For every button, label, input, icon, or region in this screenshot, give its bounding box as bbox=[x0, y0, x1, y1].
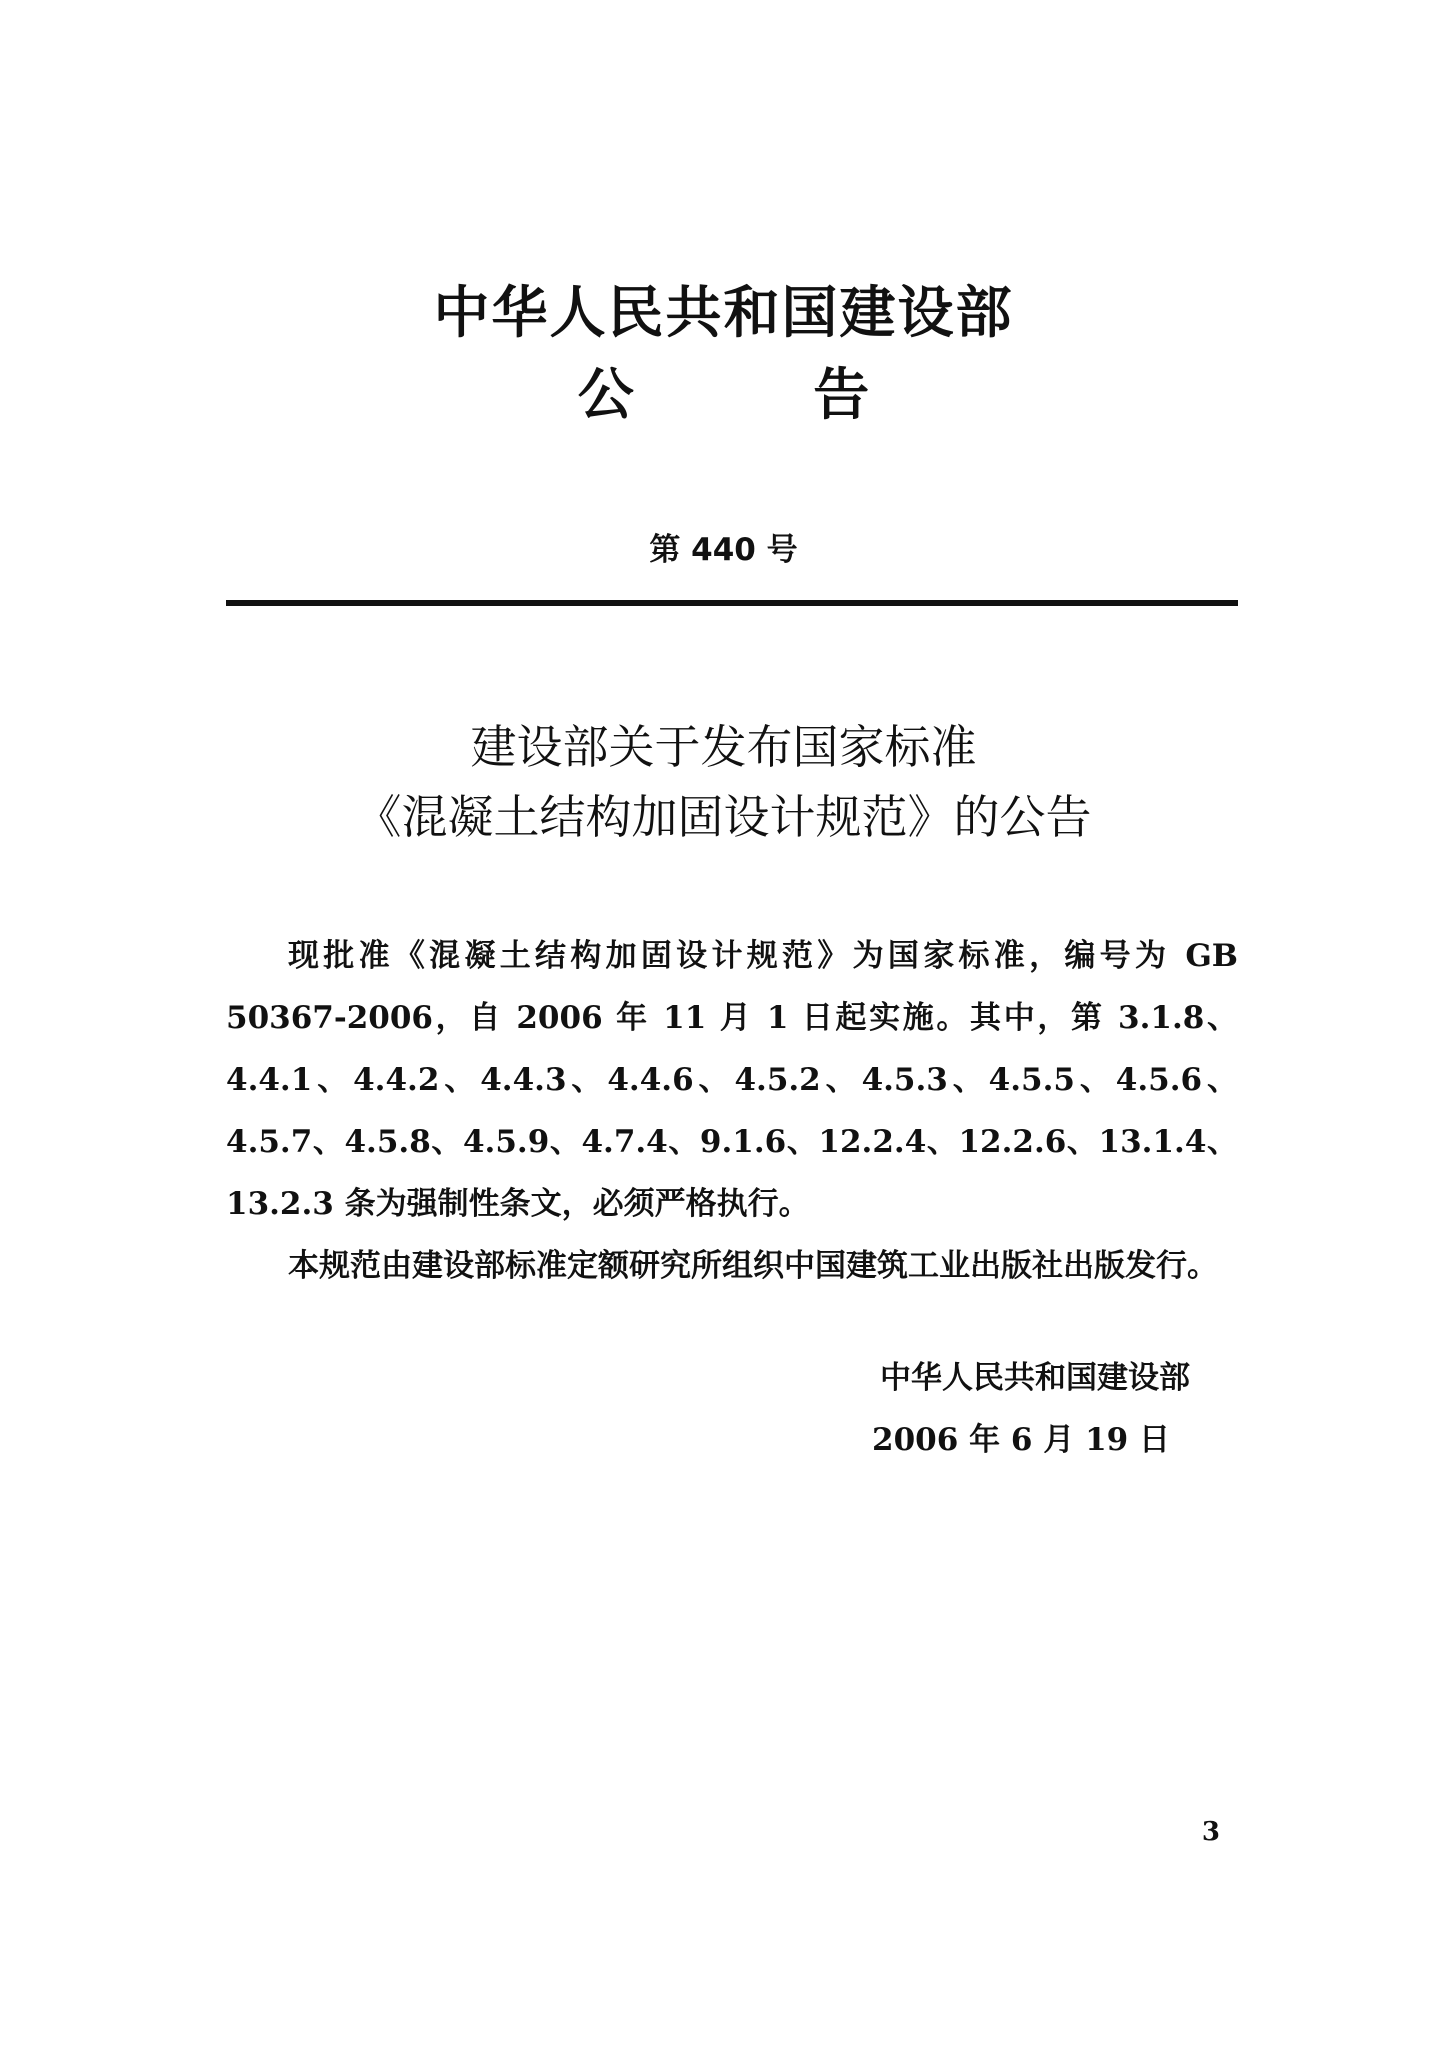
document-type-heading: 公 告 bbox=[577, 363, 870, 428]
body-paragraph-2: 本规范由建设部标准定额研究所组织中国建筑工业出版社出版发行。 bbox=[288, 1248, 1218, 1284]
notice-title bbox=[0, 712, 1447, 852]
document-number: 第 440 号 bbox=[649, 532, 798, 568]
signature-organization: 中华人民共和国建设部 bbox=[880, 1360, 1190, 1396]
issuer-heading: 中华人民共和国建设部 bbox=[433, 281, 1014, 346]
body-paragraph-1: 现批准《混凝土结构加固设计规范》为国家标准，编号为 GB 50367-2006，自 2006 年 11 月 1 日起实施。其中，第 3.1.8、4.4.1、4.4.2、4.4.3、4.4.6、4.5.2、4.5.3、4.5.5、4.5.6、4.5.7、4.5.8、4.5.9、4.7.4、9.1.6、12.2.4、12.2.6、13.1.4、13.2.3 条为强制性条文，必须严格执行。 bbox=[226, 938, 1238, 1222]
page-number: 3 bbox=[1201, 1817, 1220, 1847]
notice-title-line-2: 《混凝土结构加固设计规范》的公告 bbox=[355, 790, 1092, 844]
signature-date: 2006 年 6 月 19 日 bbox=[872, 1422, 1170, 1458]
notice-title-line-1: 建设部关于发布国家标准 bbox=[470, 720, 977, 774]
notice-body bbox=[226, 925, 1238, 1297]
header-divider bbox=[226, 600, 1238, 606]
